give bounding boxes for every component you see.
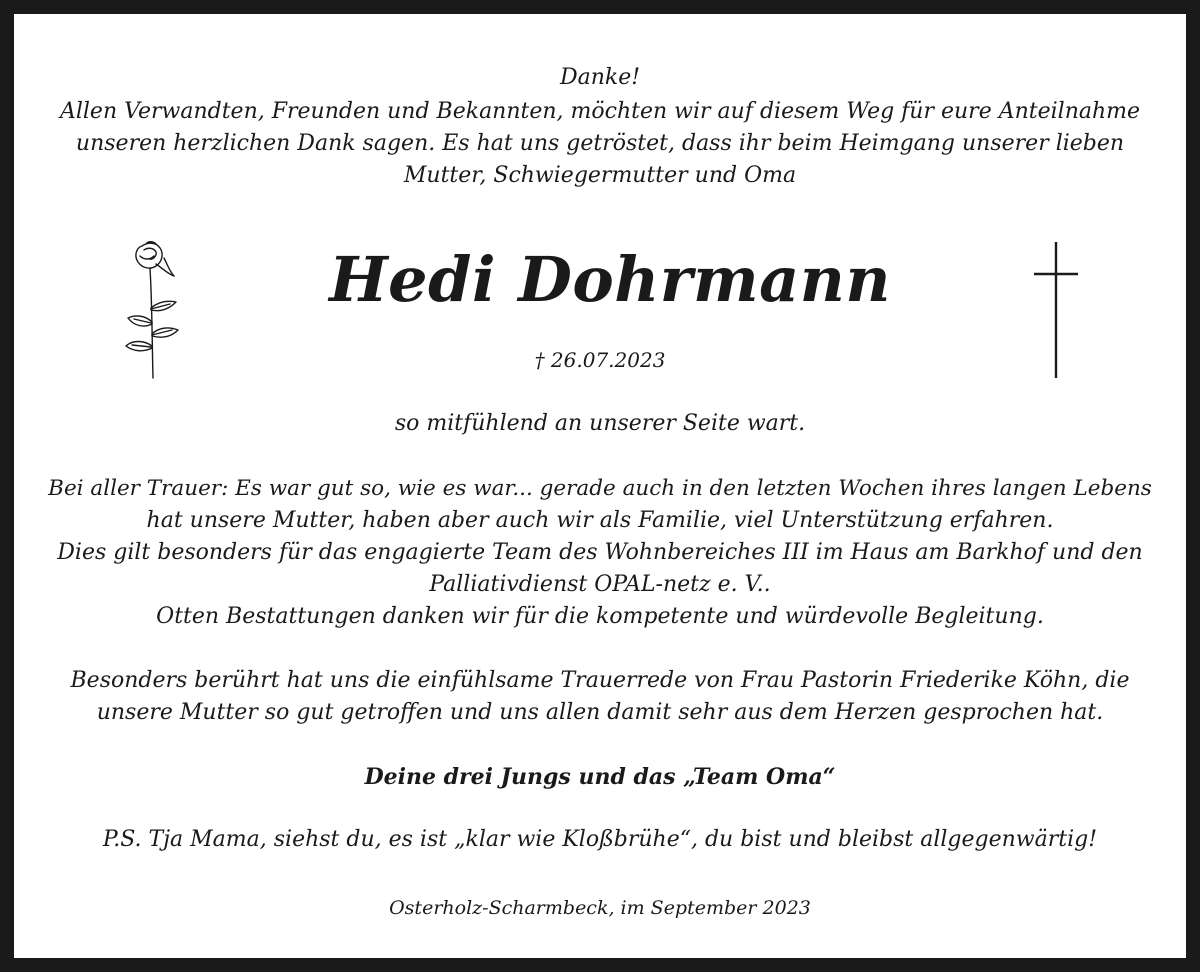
signature: Deine drei Jungs und das „Team Oma“ xyxy=(364,764,836,790)
paragraph-line: Besonders berührt hat uns die einfühlsame Trauerrede von Frau Pastorin Friederike Köhn, die xyxy=(70,668,1130,693)
deceased-name: Hedi Dohrmann xyxy=(329,243,891,316)
continuation-line: so mitfühlend an unserer Seite wart. xyxy=(394,411,806,436)
death-date: † 26.07.2023 xyxy=(534,348,666,372)
postscript: P.S. Tja Mama, siehst du, es ist „klar wie Kloßbrühe“, du bist und bleibst allgegenwärtig! xyxy=(102,827,1098,852)
paragraph-line: Palliativdienst OPAL-netz e. V.. xyxy=(429,572,771,597)
intro-line: Mutter, Schwiegermutter und Oma xyxy=(403,163,797,188)
paragraph-line: Otten Bestattungen danken wir für die kompetente und würdevolle Begleitung. xyxy=(156,604,1044,629)
paragraph-line: unsere Mutter so gut getroffen und uns allen damit sehr aus dem Herzen gesprochen hat. xyxy=(96,700,1104,725)
paragraph-line: Bei aller Trauer: Es war gut so, wie es war... gerade auch in den letzten Wochen ihres langen Lebens xyxy=(48,476,1152,501)
paragraph-line: hat unsere Mutter, haben aber auch wir als Familie, viel Unterstützung erfahren. xyxy=(146,508,1054,533)
intro-line: unseren herzlichen Dank sagen. Es hat uns getröstet, dass ihr beim Heimgang unserer lieben xyxy=(75,131,1125,156)
paragraph-line: Dies gilt besonders für das engagierte Team des Wohnbereiches III im Haus am Barkhof und den xyxy=(57,540,1143,565)
intro-line: Allen Verwandten, Freunden und Bekannten, möchten wir auf diesem Weg für eure Anteilnahme xyxy=(59,99,1141,124)
thanks-heading: Danke! xyxy=(559,65,641,90)
place-date: Osterholz-Scharmbeck, im September 2023 xyxy=(389,897,811,919)
